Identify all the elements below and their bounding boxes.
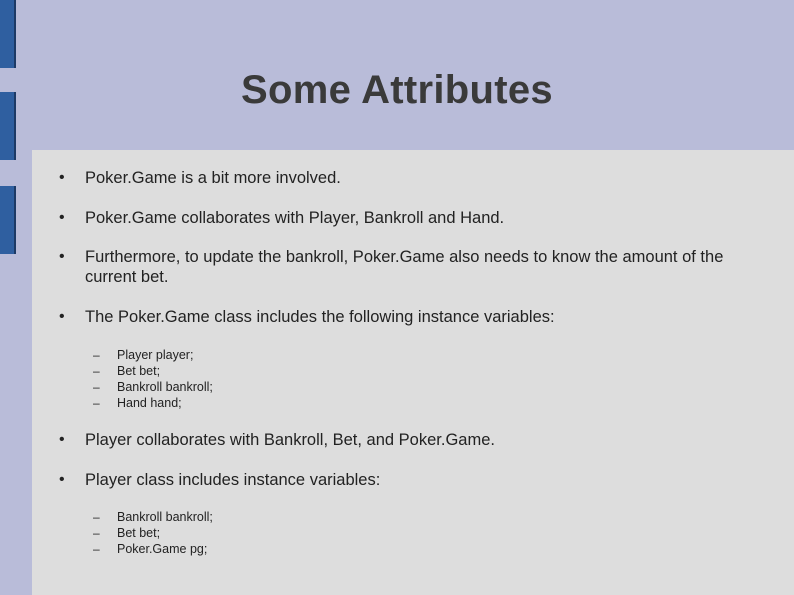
accent-bar <box>0 186 16 254</box>
bullet-mark: • <box>59 169 65 186</box>
sub-text: Bankroll bankroll; <box>117 380 213 394</box>
sub-mark: – <box>93 542 100 556</box>
bullet-text: Player collaborates with Bankroll, Bet, and Poker.Game. <box>85 431 495 449</box>
sub-item <box>32 395 794 411</box>
bullet-text: Furthermore, to update the bankroll, Poker.Game also needs to know the amount of the current bet. <box>85 248 724 286</box>
bullet-text: Poker.Game is a bit more involved. <box>85 169 341 187</box>
bullet-mark: • <box>59 209 65 226</box>
sub-item <box>32 347 794 363</box>
bullet-mark: • <box>59 471 65 488</box>
sub-text: Bet bet; <box>117 526 161 540</box>
bullet-mark: • <box>59 431 65 448</box>
slide-title: Some Attributes <box>241 68 553 112</box>
bullet-mark: • <box>59 308 65 325</box>
sub-item <box>32 379 794 395</box>
sub-mark: – <box>93 348 100 362</box>
sub-mark: – <box>93 380 100 394</box>
bullet-text: Poker.Game collaborates with Player, Bankroll and Hand. <box>85 209 505 227</box>
sub-text: Poker.Game pg; <box>117 542 208 556</box>
sub-mark: – <box>93 510 100 524</box>
sub-text: Bankroll bankroll; <box>117 510 213 524</box>
sub-text: Hand hand; <box>117 396 182 410</box>
accent-bar <box>0 0 16 68</box>
sub-item <box>32 525 794 541</box>
sub-mark: – <box>93 526 100 540</box>
bullet-mark: • <box>59 248 65 265</box>
sub-item <box>32 509 794 525</box>
sub-mark: – <box>93 364 100 378</box>
sub-text: Bet bet; <box>117 364 161 378</box>
slide-content <box>32 150 794 595</box>
sub-mark: – <box>93 396 100 410</box>
bullet-text: Player class includes instance variables: <box>85 471 381 489</box>
sub-text: Player player; <box>117 348 194 362</box>
sub-item <box>32 363 794 379</box>
bullet-text: The Poker.Game class includes the following instance variables: <box>85 308 555 326</box>
sub-item <box>32 541 794 557</box>
